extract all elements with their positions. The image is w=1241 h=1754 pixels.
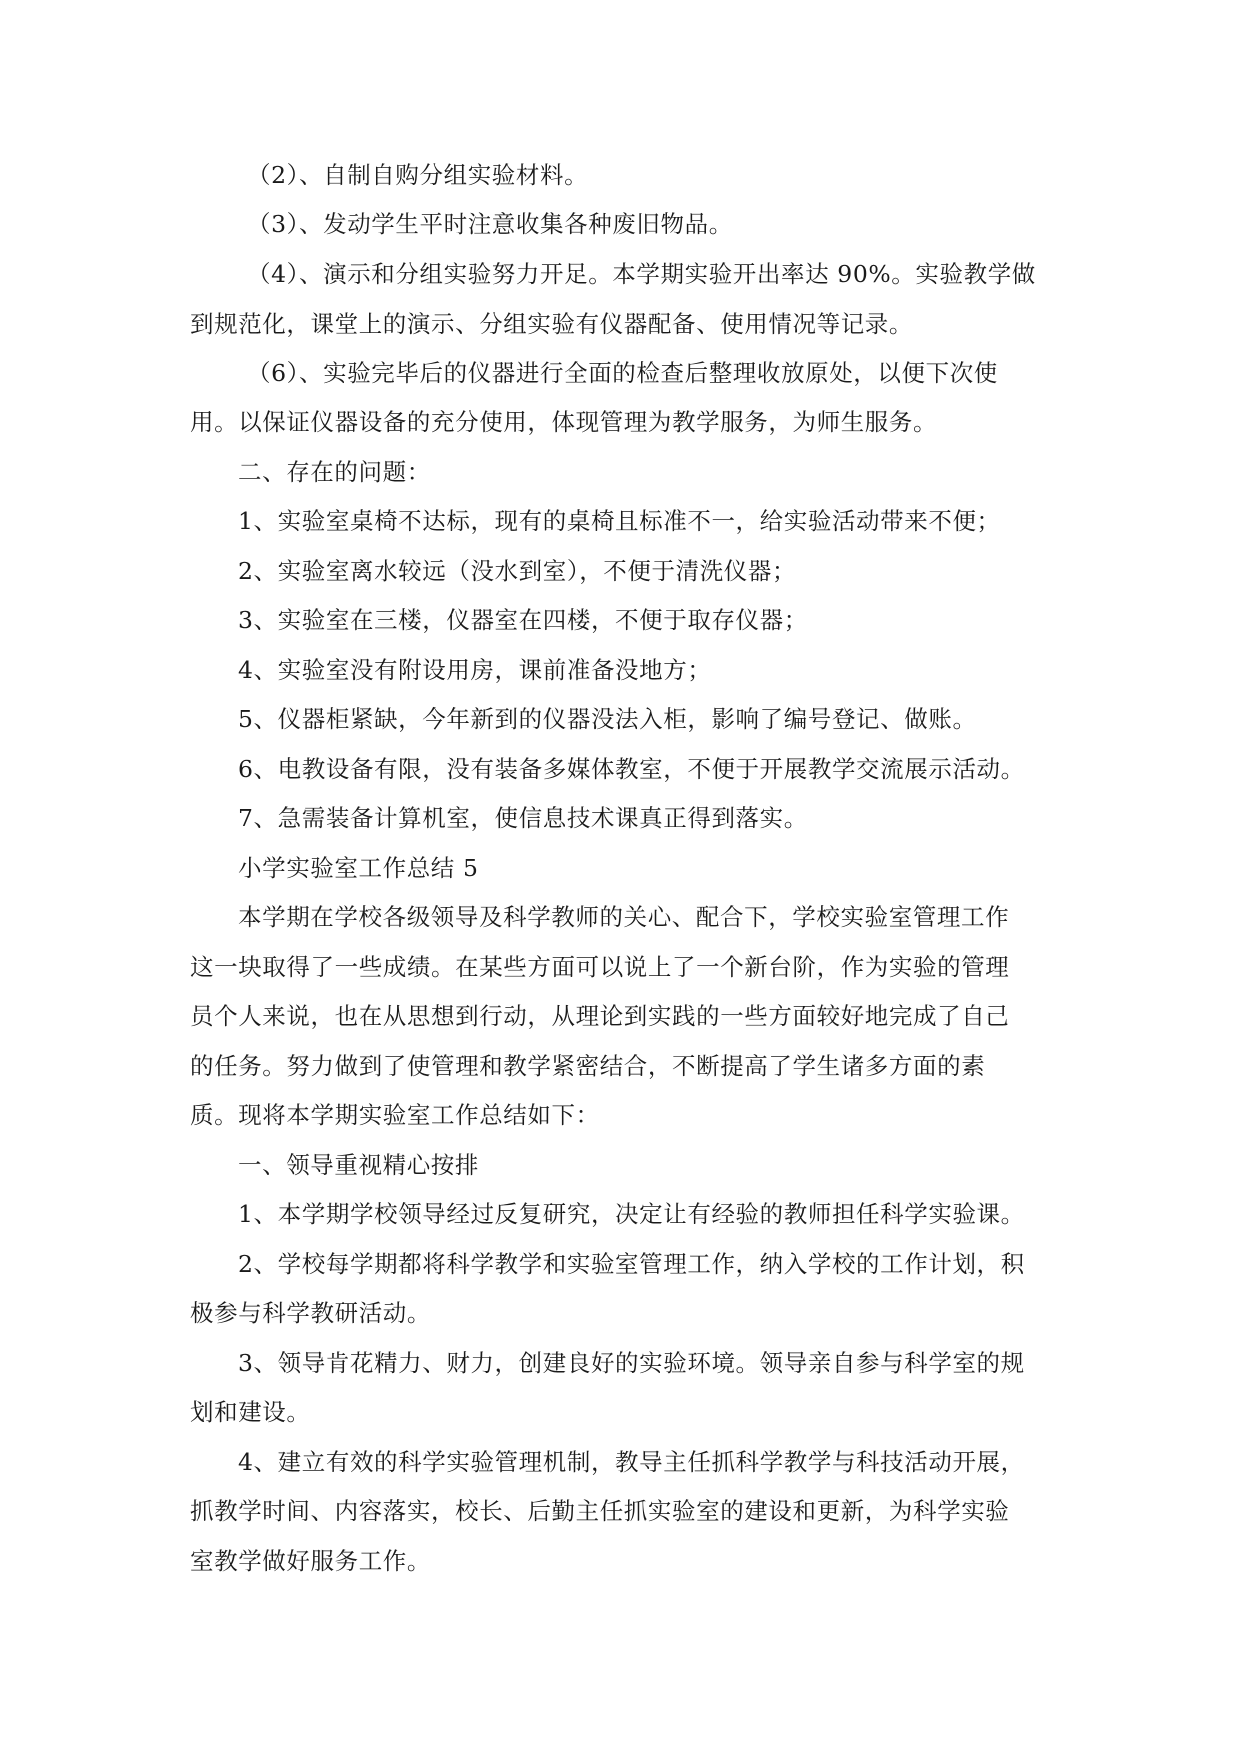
paragraph-line: 的任务。努力做到了使管理和教学紧密结合，不断提高了学生诸多方面的素 [190, 1052, 986, 1080]
paragraph-line: （4）、演示和分组实验努力开足。本学期实验开出率达 90%。实验教学做 [247, 260, 1036, 288]
paragraph-line: （6）、实验完毕后的仪器进行全面的检查后整理收放原处，以便下次使 [247, 359, 998, 387]
paragraph-line: 用。以保证仪器设备的充分使用，体现管理为教学服务，为师生服务。 [190, 408, 938, 436]
list-item: 3、实验室在三楼，仪器室在四楼，不便于取存仪器； [238, 606, 808, 634]
paragraph-line: 质。现将本学期实验室工作总结如下： [190, 1101, 600, 1129]
list-item: 6、电教设备有限，没有装备多媒体教室，不便于开展教学交流展示活动。 [238, 755, 1025, 783]
list-item-continuation: 划和建设。 [190, 1398, 311, 1426]
section-heading: 二、存在的问题： [238, 458, 431, 486]
list-item: 4、实验室没有附设用房，课前准备没地方； [238, 656, 712, 684]
article-title: 小学实验室工作总结 5 [238, 854, 479, 882]
list-item: 7、急需装备计算机室，使信息技术课真正得到落实。 [238, 804, 808, 832]
list-item-continuation: 极参与科学教研活动。 [190, 1299, 431, 1327]
list-item: 3、领导肯花精力、财力，创建良好的实验环境。领导亲自参与科学室的规 [238, 1349, 1025, 1377]
list-item: 2、实验室离水较远（没水到室），不便于清洗仪器； [238, 557, 797, 585]
list-item-continuation: 室教学做好服务工作。 [190, 1547, 431, 1575]
paragraph-line: 到规范化，课堂上的演示、分组实验有仪器配备、使用情况等记录。 [190, 310, 913, 338]
section-heading: 一、领导重视精心按排 [238, 1151, 479, 1179]
list-item: 2、学校每学期都将科学教学和实验室管理工作，纳入学校的工作计划，积 [238, 1250, 1025, 1278]
paragraph-line: （2）、自制自购分组实验材料。 [247, 161, 589, 189]
list-item: 5、仪器柜紧缺，今年新到的仪器没法入柜，影响了编号登记、做账。 [238, 705, 977, 733]
paragraph-line: 员个人来说，也在从思想到行动，从理论到实践的一些方面较好地完成了自己 [190, 1002, 1010, 1030]
list-item: 1、实验室桌椅不达标，现有的桌椅且标准不一，给实验活动带来不便； [238, 507, 1001, 535]
paragraph-line: 这一块取得了一些成绩。在某些方面可以说上了一个新台阶，作为实验的管理 [190, 953, 1010, 981]
list-item: 4、建立有效的科学实验管理机制，教导主任抓科学教学与科技活动开展， [238, 1448, 1025, 1476]
list-item: 1、本学期学校领导经过反复研究，决定让有经验的教师担任科学实验课。 [238, 1200, 1025, 1228]
list-item-continuation: 抓教学时间、内容落实，校长、后勤主任抓实验室的建设和更新，为科学实验 [190, 1497, 1010, 1525]
paragraph-line: 本学期在学校各级领导及科学教师的关心、配合下，学校实验室管理工作 [238, 903, 1010, 931]
paragraph-line: （3）、发动学生平时注意收集各种废旧物品。 [247, 210, 733, 238]
